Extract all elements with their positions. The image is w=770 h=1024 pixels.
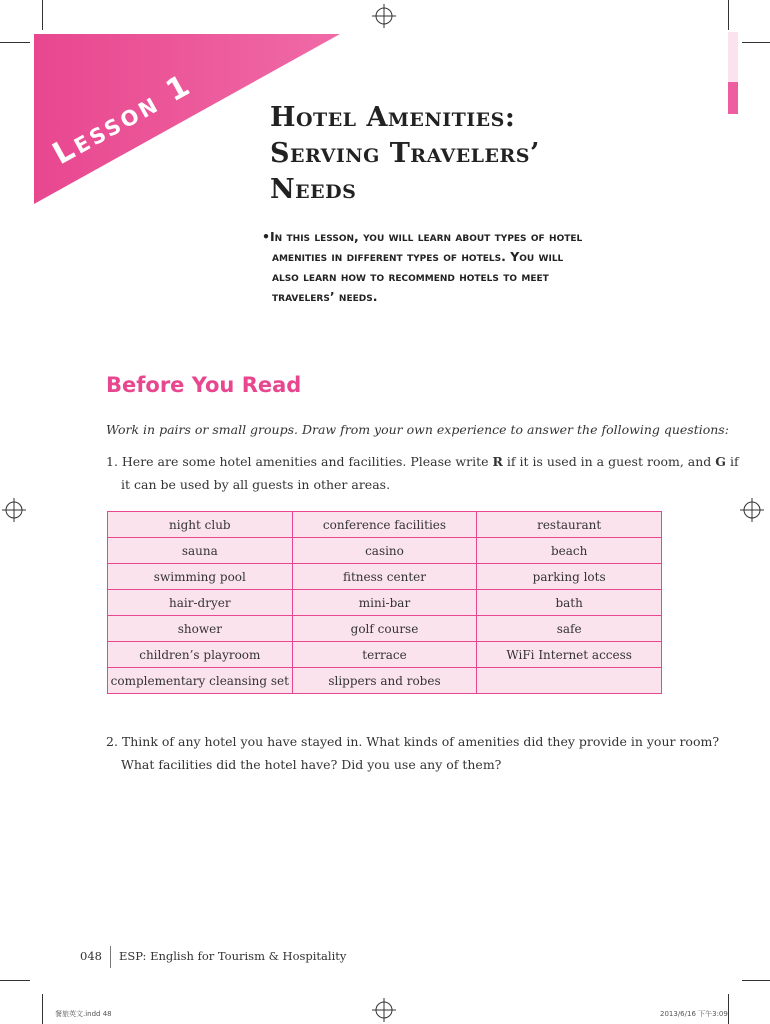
table-row (108, 564, 662, 590)
intro-line: also learn how to recommend hotels to meet (272, 269, 549, 284)
table-cell: golf course (292, 616, 477, 642)
table-row (108, 590, 662, 616)
question-1-text: if it is used in a guest room, and (502, 454, 716, 469)
crop-mark (0, 980, 30, 981)
question-1 (106, 450, 739, 496)
intro-line: In this lesson, you will learn about types of hotel (270, 229, 583, 244)
table-cell: shower (108, 616, 293, 642)
table-cell: swimming pool (108, 564, 293, 590)
page-title (270, 100, 540, 208)
table-cell: WiFi Internet access (477, 642, 662, 668)
thumb-tab (728, 82, 738, 114)
table-row (108, 668, 662, 694)
section-heading: Before You Read (106, 373, 302, 397)
table-row (108, 642, 662, 668)
book-title: ESP: English for Tourism & Hospitality (118, 949, 347, 963)
thumb-tab-light (728, 32, 738, 82)
table-cell: sauna (108, 538, 293, 564)
print-slug-file: 餐旅英文.indd 48 (55, 1010, 112, 1018)
crop-mark (42, 994, 43, 1024)
page-number: 048 (80, 949, 102, 963)
table-cell: conference facilities (292, 512, 477, 538)
registration-mark-icon (372, 998, 396, 1022)
table-cell: bath (477, 590, 662, 616)
table-cell: slippers and robes (292, 668, 477, 694)
table-cell: terrace (292, 642, 477, 668)
table-cell (477, 668, 662, 694)
question-2-line1: 2. Think of any hotel you have stayed in. What kinds of amenities did they provide in your room? (106, 734, 720, 749)
table-row (108, 512, 662, 538)
table-cell: complementary cleansing set (108, 668, 293, 694)
intro-line: travelers’ needs. (272, 289, 378, 304)
registration-mark-icon (372, 4, 396, 28)
table-cell: children’s playroom (108, 642, 293, 668)
table-cell: fitness center (292, 564, 477, 590)
title-line: Needs (270, 174, 357, 205)
lesson-label: Lesson 1 (46, 66, 199, 172)
table-cell: hair-dryer (108, 590, 293, 616)
crop-mark (742, 980, 770, 981)
print-slug-date: 2013/6/16 下午3:09 (660, 1010, 728, 1018)
registration-mark-icon (740, 498, 764, 522)
table-cell: beach (477, 538, 662, 564)
title-line: Serving Travelers’ (270, 138, 540, 169)
question-1-g: G (715, 454, 726, 469)
table-row (108, 616, 662, 642)
table-cell: restaurant (477, 512, 662, 538)
crop-mark (742, 42, 770, 43)
table-row (108, 538, 662, 564)
bullet: • (262, 229, 270, 244)
crop-mark (728, 994, 729, 1024)
title-line: Hotel Amenities: (270, 102, 516, 133)
footer-divider (110, 946, 111, 968)
amenities-table (107, 511, 662, 694)
question-2-line2: What facilities did the hotel have? Did you use any of them? (121, 757, 502, 772)
question-1-r: R (492, 454, 503, 469)
question-1-text: 1. Here are some hotel amenities and facilities. Please write (106, 454, 493, 469)
intro-line: amenities in different types of hotels. You will (272, 249, 564, 264)
page-footer (80, 946, 346, 968)
question-1-text: if (725, 454, 739, 469)
table-cell: parking lots (477, 564, 662, 590)
question-1-line2: it can be used by all guests in other areas. (121, 477, 391, 492)
table-cell: mini-bar (292, 590, 477, 616)
table-cell: safe (477, 616, 662, 642)
table-cell: night club (108, 512, 293, 538)
crop-mark (728, 0, 729, 30)
question-2 (106, 730, 719, 776)
lesson-intro (262, 227, 682, 307)
instruction: Work in pairs or small groups. Draw from your own experience to answer the following questions: (106, 422, 729, 437)
table-cell: casino (292, 538, 477, 564)
registration-mark-icon (2, 498, 26, 522)
